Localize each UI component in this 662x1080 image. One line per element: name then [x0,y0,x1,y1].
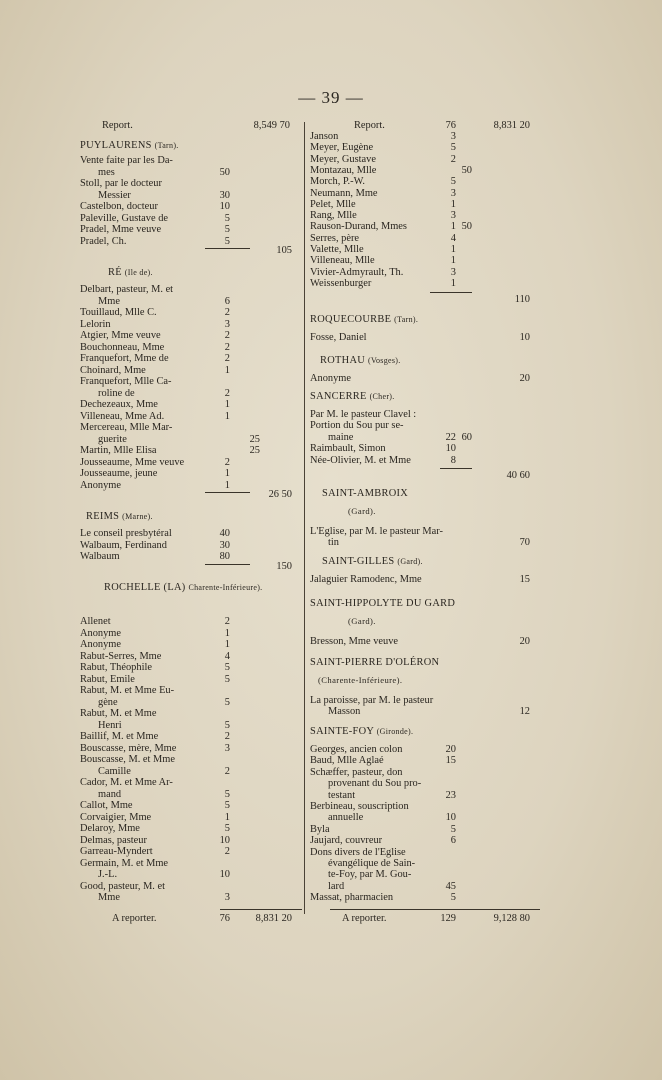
entry-total: 20 [519,373,530,384]
entry-name: lard [328,880,345,892]
sum-rule [330,909,540,910]
entry-name: Rabut, Théophile [80,662,152,673]
sum-rule [430,292,472,293]
entry-cents: 25 [249,433,260,445]
entry-amount: 4 [224,650,230,662]
section-region: (Gard). [348,506,376,516]
entry-amount: 2 [224,731,230,742]
entry-name: Anonyme [310,373,351,384]
entry-name: Dechezeaux, Mme [80,399,158,410]
sum-rule [205,492,250,493]
entry-name: Rauson-Durand, Mmes [310,221,407,233]
entry-name: Villeneau, Mlle [310,255,375,267]
entry-amount: 3 [450,131,456,142]
entry-amount: 5 [224,235,230,247]
entry-name: Franquefort, Mlle Ca- [80,376,172,387]
entry-amount: 5 [224,788,230,800]
entry-total: 10 [519,332,530,343]
entry-amount: 5 [224,673,230,685]
entry-name: Pradel, Ch. [80,235,127,247]
entry-amount: 5 [450,142,456,154]
entry-name: Good, pasteur, M. et [80,880,166,892]
entry-name: Henri [98,719,122,731]
entry-cents: 50 [461,221,472,233]
entry-name: testant [328,789,356,801]
entry-amount: 10 [219,834,230,846]
entry-amount: 2 [224,616,230,627]
entry-name: Montazau, Mlle [310,164,377,176]
entry-name: Castelbon, docteur [80,201,158,212]
section-title [310,391,395,402]
section-title [310,314,418,325]
entry-name: Delbart, pasteur, M. et [80,284,174,295]
entry-name: Anonyme [80,639,121,650]
entry-amount: 45 [445,880,456,892]
section-region: (Ile de). [124,268,153,277]
entry-amount: 1 [224,811,230,823]
entry-amount: 5 [224,719,230,731]
section-name: RÉ [108,267,122,278]
entry-amount: 5 [224,800,230,811]
section-name: SAINT-GILLES [322,556,395,567]
report-value: 8,549 70 [253,120,290,131]
entry-amount: 3 [224,892,230,903]
column-divider [304,122,305,914]
entry-name: L'Eglise, par M. le pasteur Mar- [310,526,443,537]
entry-name: Paleville, Gustave de [80,212,169,224]
section-title [310,657,439,668]
section-name: REIMS [86,511,120,522]
entry-name: Masson [328,706,361,718]
section-title [86,511,153,522]
entry-name: Franquefort, Mme de [80,353,169,364]
section-total: 110 [514,294,530,306]
entry-amount: 10 [445,812,456,824]
section-region: (Tarn). [394,315,419,324]
entry-name: Atgier, Mme veuve [80,330,161,341]
entry-name: Choinard, Mme [80,364,146,376]
sum-rule [205,248,250,249]
entry-amount: 2 [224,387,230,399]
section-title [322,488,408,499]
section-region: (Cher). [369,392,395,401]
sum-rule [440,468,472,469]
entry-name: Germain, M. et Mme [80,857,169,869]
footer-total: 9,128 80 [493,913,530,924]
entry-name: provenant du Sou pro- [328,778,422,790]
footer-label: A reporter. [112,913,157,924]
entry-name: évangélique de Sain- [328,858,416,869]
entry-name: Bouscasse, M. et Mme [80,754,175,765]
entry-amount: 5 [224,212,230,224]
entry-amount: 40 [219,528,230,539]
entry-name: Villeneau, Mme Ad. [80,410,165,422]
section-region: (Gard). [348,616,376,626]
entry-amount: 1 [450,221,456,233]
entry-amount: 5 [224,696,230,708]
entry-amount: 1 [224,627,230,639]
entry-amount: 1 [224,410,230,422]
entry-amount: 1 [224,639,230,650]
section-total: 40 60 [506,470,530,481]
entry-amount: 3 [450,187,456,199]
entry-name: gène [98,696,118,708]
entry-name: Weissenburger [310,277,372,289]
report-label: Report. [102,120,133,131]
section-name: ROTHAU [320,355,366,366]
section-region: Charente-Inférieure). [188,583,263,592]
entry-amount: 5 [450,892,456,904]
entry-name: maine [328,431,354,443]
entry-name: Berbineau, souscription [310,801,409,812]
entry-name: Walbaum [80,551,120,562]
entry-name: Allenet [80,616,111,627]
entry-name: Byla [310,823,330,835]
entry-amount: 6 [224,295,230,307]
entry-name: Bresson, Mme veuve [310,636,399,647]
section-region: (Charente-Inférieure). [318,675,403,685]
section-region: (Tarn). [154,141,179,150]
entry-name: Neumann, Mme [310,187,378,199]
section-name: SAINT-HIPPOLYTE DU GARD [310,598,456,609]
section-title [108,267,153,278]
entry-amount: 5 [224,662,230,673]
entry-name: annuelle [328,812,364,824]
entry-amount: 30 [219,189,230,201]
report-value: 8,831 20 [493,120,530,131]
entry-amount: 22 [445,431,456,443]
section-name: PUYLAURENS [80,140,152,151]
entry-amount: 1 [450,255,456,267]
section-title [104,582,262,593]
entry-amount: 5 [450,176,456,188]
entry-amount: 1 [224,364,230,376]
entry-total: 20 [519,636,530,647]
entry-name: Dons divers de l'Eglise [310,846,406,858]
section-name: ROCHELLE (LA) [104,582,186,593]
entry-amount: 2 [224,765,230,777]
entry-name: Jousseaume, jeune [80,468,158,479]
section-region: (Gard). [397,557,423,566]
entry-name: Lelorin [80,318,111,330]
entry-name: Fosse, Daniel [310,332,367,343]
entry-name: Vente faite par les Da- [80,155,173,166]
entry-amount: 10 [219,869,230,880]
entry-amount: 3 [450,210,456,222]
entry-amount: 10 [445,443,456,455]
section-total: 150 [276,560,292,572]
entry-name: La paroisse, par M. le pasteur [310,695,434,706]
entry-name: Morch, P.-W. [310,176,366,188]
entry-name: Le conseil presbytéral [80,528,172,539]
entry-amount: 3 [224,742,230,754]
entry-name: Delmas, pasteur [80,834,147,846]
entry-amount: 10 [219,201,230,212]
entry-name: Martin, Mlle Elisa [80,445,157,456]
entry-amount: 6 [450,835,456,847]
entry-name: Callot, Mme [80,800,133,811]
entry-amount: 1 [224,399,230,410]
entry-name: Meyer, Eugène [310,142,374,154]
entry-name: Meyer, Gustave [310,153,376,165]
entry-name: Stoll, par le docteur [80,178,162,189]
section-total: 26 50 [268,489,292,500]
entry-cents: 50 [461,164,472,176]
entry-amount: 3 [224,318,230,330]
section-title [320,355,401,366]
sum-rule [220,909,302,910]
entry-name: Jalaguier Ramodenc, Mme [310,574,422,585]
entry-name: Née-Olivier, M. et Mme [310,454,411,466]
entry-amount: 2 [224,341,230,353]
entry-name: Vivier-Admyrault, Th. [310,266,404,278]
footer-count: 129 [440,913,456,924]
entry-name: Baillif, M. et Mme [80,731,159,742]
entry-amount: 1 [224,468,230,479]
entry-name: Touillaud, Mlle C. [80,307,157,318]
section-region: (Gironde). [376,727,414,736]
entry-cents: 60 [461,431,472,443]
report-label: Report. [354,120,385,131]
entry-name: Garreau-Myndert [80,846,153,857]
section-title [310,726,413,737]
section-name: SAINT-PIERRE D'OLÉRON [310,657,440,668]
page-number: — 39 — [298,88,364,107]
section-total: 105 [276,245,292,256]
entry-name: Serres, père [310,232,360,244]
entry-name: Pradel, Mme veuve [80,224,162,235]
entry-amount: 5 [224,823,230,834]
entry-name: tin [328,537,339,549]
entry-name: Jousseaume, Mme veuve [80,456,185,468]
entry-amount: 5 [224,224,230,235]
entry-name: Schæffer, pasteur, don [310,766,403,778]
entry-name: roline de [98,387,135,399]
entry-name: guerite [98,433,127,445]
entry-name: mand [98,788,122,800]
entry-name: Walbaum, Ferdinand [80,539,167,551]
report-count: 76 [445,120,456,131]
entry-amount: 2 [224,846,230,857]
entry-name: Janson [310,131,339,142]
entry-name: Messier [98,189,131,201]
footer-total: 8,831 20 [255,913,292,924]
entry-name: Rabut-Serres, Mme [80,650,162,662]
entry-amount: 30 [219,539,230,551]
entry-name: Georges, ancien colon [310,744,403,755]
entry-amount: 15 [445,755,456,767]
entry-amount: 5 [450,823,456,835]
entry-name: Camille [98,765,131,777]
entry-amount: 8 [450,454,456,466]
entry-amount: 4 [450,232,456,244]
entry-name: Massat, pharmacien [310,892,394,904]
footer-count: 76 [219,913,230,924]
entry-name: Rabut, M. et Mme [80,708,157,719]
entry-amount: 80 [219,551,230,562]
section-title [310,598,455,609]
entry-amount: 1 [224,479,230,491]
entry-name: mes [98,166,115,178]
entry-name: Baud, Mlle Aglaé [310,755,384,767]
entry-name: J.-L. [98,869,118,880]
entry-cents: 25 [249,445,260,456]
section-name: ROQUECOURBE [310,314,392,325]
entry-name: Mercereau, Mlle Mar- [80,422,173,433]
section-name: SAINTE-FOY [310,726,374,737]
entry-name: Mme [98,295,120,307]
entry-name: Rabut, M. et Mme Eu- [80,685,175,696]
entry-amount: 2 [224,353,230,364]
entry-name: Mme [98,892,120,903]
entry-amount: 2 [224,456,230,468]
entry-amount: 1 [450,244,456,255]
entry-name: Raimbault, Simon [310,443,386,455]
entry-name: Portion du Sou pur se- [310,420,404,432]
sum-rule [205,564,250,565]
section-title [80,140,179,151]
entry-name: te-Foy, par M. Gou- [328,869,412,881]
entry-name: Valette, Mlle [310,244,364,255]
entry-amount: 2 [224,307,230,318]
entry-name: Delaroy, Mme [80,823,140,834]
entry-name: Anonyme [80,479,121,491]
entry-name: Anonyme [80,627,121,639]
section-region: (Vosges). [368,356,401,365]
section-title [322,556,423,567]
entry-name: Bouchonneau, Mme [80,341,165,353]
entry-name: Corvaigier, Mme [80,811,152,823]
entry-amount: 2 [450,153,456,165]
entry-amount: 50 [219,166,230,178]
entry-total: 12 [519,706,530,718]
entry-name: Jaujard, couvreur [310,835,383,847]
entry-amount: 2 [224,330,230,341]
footer-label: A reporter. [342,913,387,924]
entry-name: Bouscasse, mère, Mme [80,742,177,754]
section-region: (Marne). [122,512,153,521]
entry-name: Rang, Mlle [310,210,357,222]
section-name: SANCERRE [310,391,367,402]
entry-name: Rabut, Emile [80,673,135,685]
section-name: SAINT-AMBROIX [322,488,409,499]
entry-total: 15 [519,574,530,585]
entry-name: Pelet, Mlle [310,198,356,210]
entry-amount: 3 [450,266,456,278]
entry-amount: 1 [450,277,456,289]
entry-amount: 1 [450,198,456,210]
entry-name: Cador, M. et Mme Ar- [80,777,173,788]
entry-name: Par M. le pasteur Clavel : [310,409,417,420]
entry-amount: 20 [445,744,456,755]
entry-amount: 23 [445,789,456,801]
entry-total: 70 [519,537,530,549]
